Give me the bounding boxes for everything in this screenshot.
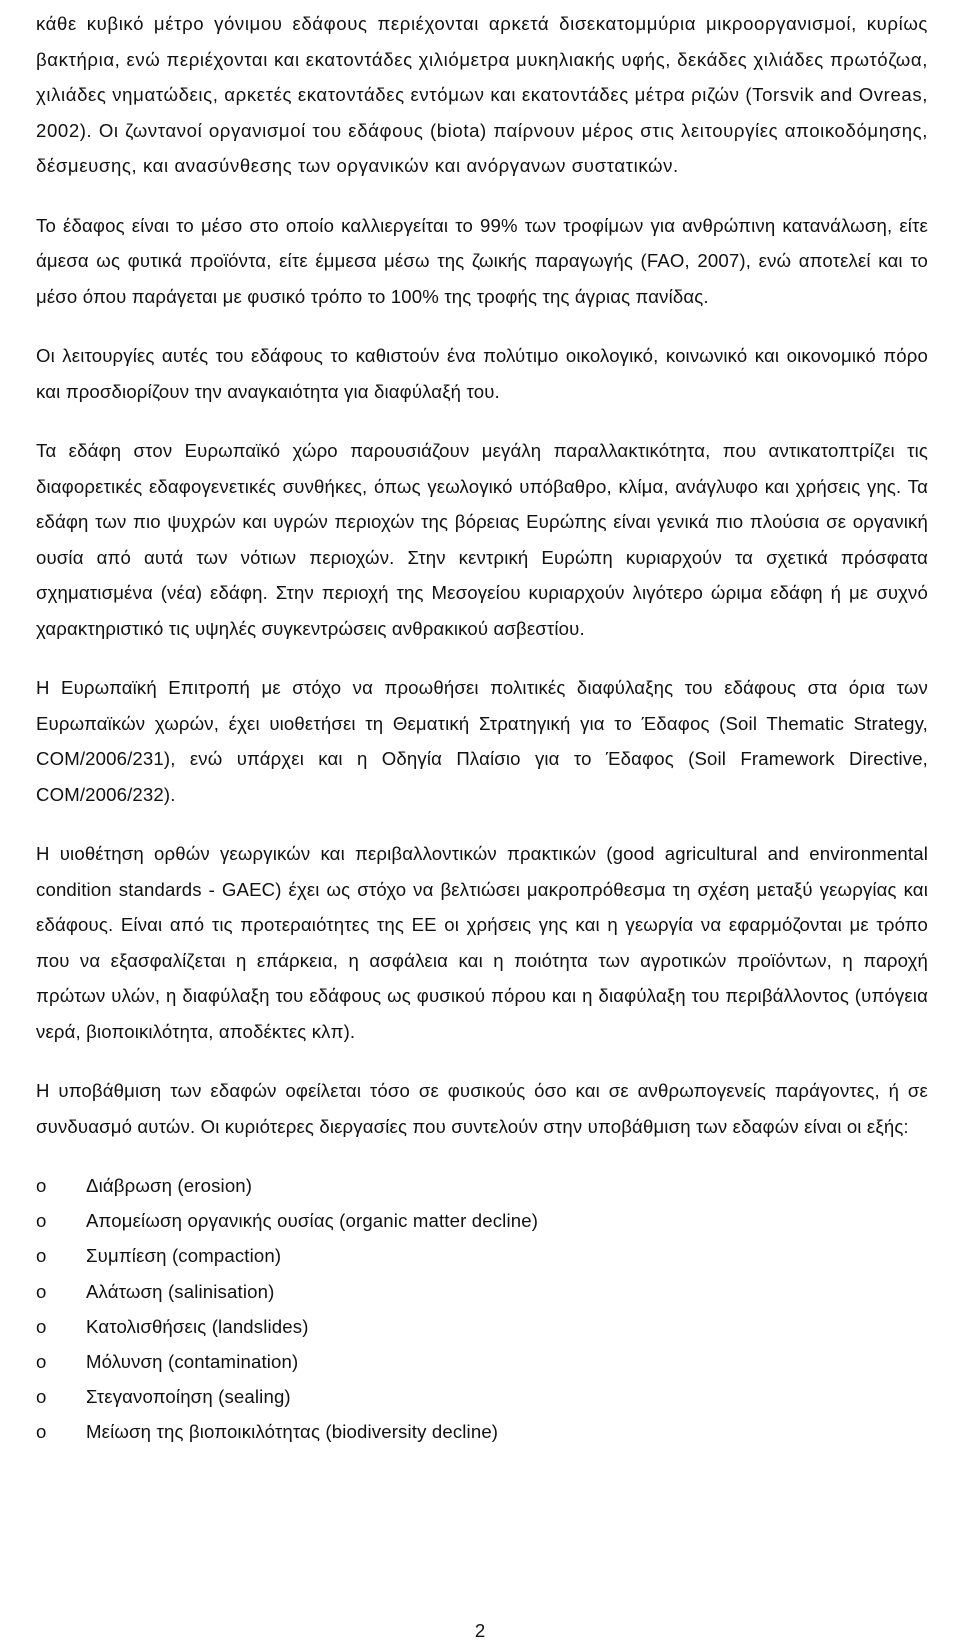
list-item-text: Απομείωση οργανικής ουσίας (organic matter decline) <box>86 1210 539 1232</box>
paragraph-soil-functions: Οι λειτουργίες αυτές του εδάφους το καθιστούν ένα πολύτιμο οικολογικό, κοινωνικό και οικονομικό πόρο και προσδιορίζουν την αναγκαιότητα για διαφύλαξή του. <box>36 345 928 402</box>
list-item-text: Κατολισθήσεις (landslides) <box>86 1315 309 1337</box>
list-item-text: Διάβρωση (erosion) <box>86 1175 253 1196</box>
bullet-marker: o <box>36 1175 47 1196</box>
bullet-marker: o <box>36 1386 47 1408</box>
bullet-marker: o <box>36 1210 47 1232</box>
list-item <box>36 1238 928 1273</box>
list-item <box>36 1168 928 1203</box>
degradation-process-list <box>36 1168 928 1450</box>
list-item <box>36 1274 928 1309</box>
list-item-text: Μόλυνση (contamination) <box>86 1351 299 1373</box>
list-item-text: Συμπίεση (compaction) <box>86 1245 282 1267</box>
paragraph-european-soils: Τα εδάφη στον Ευρωπαϊκό χώρο παρουσιάζουν μεγάλη παραλλακτικότητα, που αντικατοπτρίζει τις διαφορετικές εδαφογενετικές συνθήκες, όπως γεωλογικό υπόβαθρο, κλίμα, ανάγλυφο και χρήσεις γης. Τα εδάφη των πιο ψυχρών και υγρών περιοχών της βόρειας Ευρώπης είναι γενικά πιο πλούσια σε οργανική ουσία από αυτά των νότιων περιοχών. Στην κεντρική Ευρώπη κυριαρχούν τα σχετικά πρόσφατα σχηματισμένα (νέα) εδάφη. Στην περιοχή της Μεσογείου κυριαρχούν λιγότερο ώριμα εδάφη ή με συχνό χαρακτηριστικό τις υψηλές συγκεντρώσεις ανθρακικού ασβεστίου. <box>36 440 928 639</box>
list-item <box>36 1344 928 1379</box>
document-page <box>36 6 928 1450</box>
bullet-marker: o <box>36 1280 47 1302</box>
paragraph-food-production: Το έδαφος είναι το μέσο στο οποίο καλλιεργείται το 99% των τροφίμων για ανθρώπινη κατανάλωση, είτε άμεσα ως φυτικά προϊόντα, είτε έμμεσα μέσω της ζωικής παραγωγής (FAO, 2007), ενώ αποτελεί και το μέσο όπου παράγεται με φυσικό τρόπο το 100% της τροφής της άγριας πανίδας. <box>36 214 928 307</box>
bullet-marker: o <box>36 1351 47 1373</box>
paragraph-soil-organisms: κάθε κυβικό μέτρο γόνιμου εδάφους περιέχονται αρκετά δισεκατομμύρια μικροοργανισμοί, κυρίως βακτήρια, ενώ περιέχονται και εκατοντάδες χιλιόμετρα μυκηλιακής υφής, δεκάδες χιλιάδες πρωτόζωα, χιλιάδες νηματώδεις, αρκετές εκατοντάδες εντόμων και εκατοντάδες μέτρα ριζών (Torsvik and Ovreas, 2002). Οι ζωντανοί οργανισμοί του εδάφους (biota) παίρνουν μέρος στις λειτουργίες αποικοδόμησης, δέσμευσης, και ανασύνθεσης των οργανικών και ανόργανων συστατικών. <box>36 13 928 176</box>
list-item-text: Αλάτωση (salinisation) <box>86 1280 275 1302</box>
bullet-marker: o <box>36 1315 47 1337</box>
list-item-text: Μείωση της βιοποικιλότητας (biodiversity decline) <box>86 1421 499 1443</box>
list-item <box>36 1309 928 1344</box>
paragraph-gaec: Η υιοθέτηση ορθών γεωργικών και περιβαλλοντικών πρακτικών (good agricultural and environmental condition standards - GAEC) έχει ως στόχο να βελτιώσει μακροπρόθεσμα τη σχέση μεταξύ γεωργίας και εδάφους. Είναι από τις προτεραιότητες της ΕΕ οι χρήσεις γης και η γεωργία να εφαρμόζονται με τρόπο που να εξασφαλίζεται η επάρκεια, η ασφάλεια και η ποιότητα των αγροτικών προϊόντων, η παροχή πρώτων υλών, η διαφύλαξη του εδάφους ως φυσικού πόρου και η διαφύλαξη του περιβάλλοντος (υπόγεια νερά, βιοποικιλότητα, αποδέκτες κλπ). <box>36 843 928 1042</box>
list-item <box>36 1414 928 1449</box>
list-item <box>36 1203 928 1238</box>
list-item <box>36 1379 928 1414</box>
bullet-marker: o <box>36 1421 47 1443</box>
page-number: 2 <box>474 1620 486 1641</box>
paragraph-eu-strategy: Η Ευρωπαϊκή Επιτροπή με στόχο να προωθήσει πολιτικές διαφύλαξης του εδάφους στα όρια των Ευρωπαϊκών χωρών, έχει υιοθετήσει τη Θεματική Στρατηγική για το Έδαφος (Soil Thematic Strategy, COM/2006/231), ενώ υπάρχει και η Οδηγία Πλαίσιο για το Έδαφος (Soil Framework Directive, COM/2006/232). <box>36 677 928 805</box>
paragraph-soil-degradation: Η υποβάθμιση των εδαφών οφείλεται τόσο σε φυσικούς όσο και σε ανθρωπογενείς παράγοντες, ή σε συνδυασμό αυτών. Οι κυριότερες διεργασίες που συντελούν στην υποβάθμιση των εδαφών είναι οι εξής: <box>36 1080 928 1137</box>
bullet-marker: o <box>36 1245 47 1267</box>
list-item-text: Στεγανοποίηση (sealing) <box>86 1386 291 1408</box>
